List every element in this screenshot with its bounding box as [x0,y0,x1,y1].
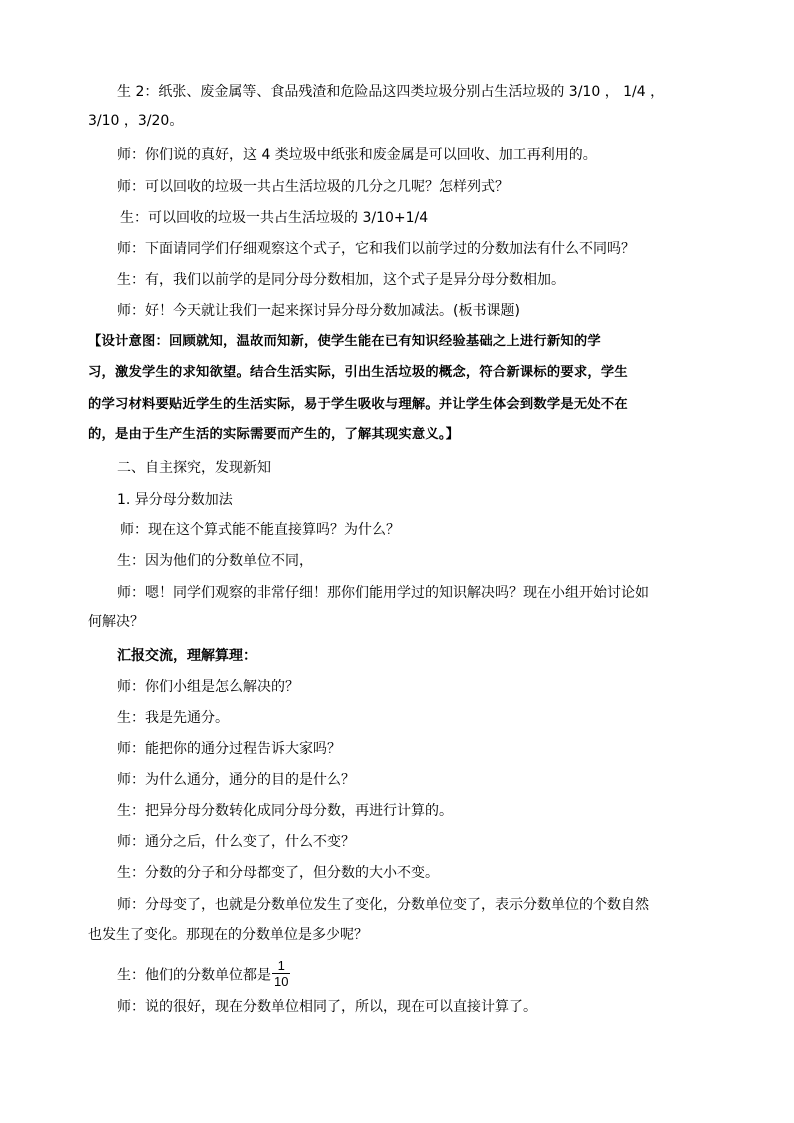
subsection-heading-1: 1. 异分母分数加法 [117,492,233,508]
paragraph-student-formula: 生：可以回收的垃圾一共占生活垃圾的 3/10+1/4 [120,210,429,226]
design-intent-line1: 【设计意图：回顾就知，温故而知新，使学生能在已有知识经验基础之上进行新知的学 [88,334,601,349]
paragraph-teacher-change: 师：通分之后，什么变了，什么不变？ [117,834,355,850]
section-heading-2: 二、自主探究，发现新知 [117,460,271,476]
paragraph-teacher-discuss-line1: 师：嗯！同学们观察的非常仔细！那你们能用学过的知识解决吗？现在小组开始讨论如 [117,585,649,601]
paragraph-student-common-denominator: 生：我是先通分。 [117,710,229,726]
paragraph-teacher-discuss-line2: 何解决？ [88,614,144,630]
paragraph-teacher-unit-line1: 师：分母变了，也就是分数单位发生了变化，分数单位变了，表示分数单位的个数自然 [117,897,649,913]
design-intent-line4: 的，是由于生产生活的实际需要而产生的，了解其现实意义。】 [88,427,460,442]
paragraph-teacher-purpose: 师：为什么通分，通分的目的是什么？ [117,772,355,788]
paragraph-teacher-topic: 师：好！今天就让我们一起来探讨异分母分数加减法。(板书课题) [117,303,520,319]
paragraph-student-size: 生：分数的分子和分母都变了，但分数的大小不变。 [117,865,439,881]
paragraph-teacher-question: 师：可以回收的垃圾一共占生活垃圾的几分之几呢？怎样列式？ [117,179,509,195]
paragraph-teacher-unit-line2: 也发生了变化。那现在的分数单位是多少呢？ [88,927,368,943]
paragraph-teacher-recyclable: 师：你们说的真好，这 4 类垃圾中纸张和废金属是可以回收、加工再利用的。 [117,147,597,163]
student-unit-text: 生：他们的分数单位都是 [117,967,271,984]
paragraph-student-convert: 生：把异分母分数转化成同分母分数，再进行计算的。 [117,803,453,819]
paragraph-teacher-compute: 师：说的很好，现在分数单位相同了，所以，现在可以直接计算了。 [117,999,537,1015]
paragraph-student2-line2: 3/10 ，3/20。 [88,113,184,129]
fraction-numerator: 1 [272,958,290,974]
paragraph-teacher-observe: 师：下面请同学们仔细观察这个式子，它和我们以前学过的分数加法有什么不同吗？ [117,241,635,257]
paragraph-teacher-direct: 师：现在这个算式能不能直接算吗？为什么？ [120,522,400,538]
paragraph-student-units: 生：因为他们的分数单位不同， [117,553,313,569]
design-intent-line2: 习，激发学生的求知欲望。结合生活实际，引出生活垃圾的概念，符合新课标的要求，学生 [88,365,628,380]
paragraph-student-difference: 生：有，我们以前学的是同分母分数相加，这个式子是异分母分数相加。 [117,272,565,288]
paragraph-student-unit-answer [117,960,757,991]
heading-report: 汇报交流，理解算理： [117,648,257,664]
fraction-one-tenth [272,958,290,989]
fraction-denominator: 10 [274,974,289,989]
paragraph-teacher-process: 师：能把你的通分过程告诉大家吗？ [117,741,341,757]
paragraph-student2-line1: 生 2：纸张、废金属等、食品残渣和危险品这四类垃圾分别占生活垃圾的 3/10 ， 1/4 ， [117,84,665,100]
design-intent-line3: 的学习材料要贴近学生的生活实际，易于学生吸收与理解。并让学生体会到数学是无处不在 [88,397,628,412]
paragraph-teacher-how: 师：你们小组是怎么解决的？ [117,679,299,695]
